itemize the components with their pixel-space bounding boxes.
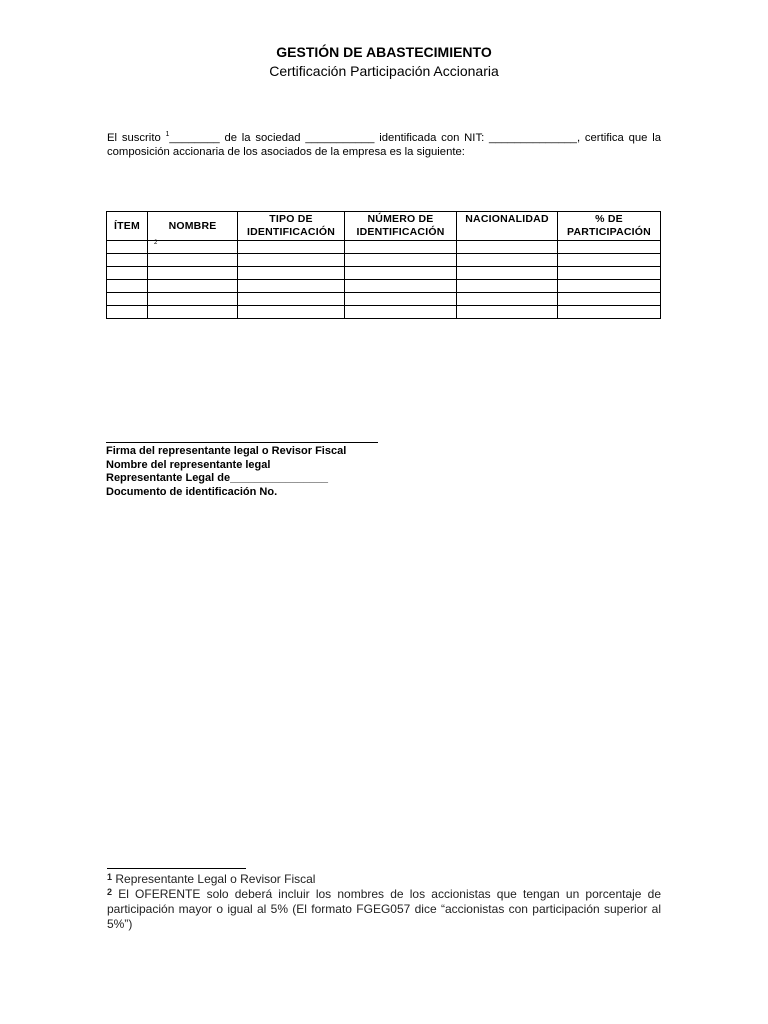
- table-cell[interactable]: [345, 254, 457, 267]
- table-cell[interactable]: [107, 241, 148, 254]
- footnote-ref-2: 2: [154, 240, 158, 246]
- table-cell[interactable]: [457, 241, 558, 254]
- table-row: [107, 267, 661, 280]
- table-cell[interactable]: [107, 293, 148, 306]
- signature-block: [106, 445, 346, 499]
- table-cell[interactable]: [345, 241, 457, 254]
- table-row: [107, 306, 661, 319]
- footnote-2: [107, 887, 661, 932]
- table-row: [107, 254, 661, 267]
- footnote-2-number: 2: [107, 887, 113, 897]
- table-cell[interactable]: [345, 293, 457, 306]
- table-cell[interactable]: [148, 241, 238, 254]
- shareholders-table: [106, 211, 661, 319]
- footnote-2-text: El OFERENTE solo deberá incluir los nombres de los accionistas que tengan un porcentaje de participación mayor o igual al 5% (El formato FGEG057 dice “accionistas con participación superior al 5%”): [107, 887, 661, 931]
- table-cell[interactable]: [148, 267, 238, 280]
- table-cell[interactable]: [345, 306, 457, 319]
- table-cell[interactable]: [148, 293, 238, 306]
- intro-line-2: composición accionaria de los asociados de la empresa es la siguiente:: [107, 146, 465, 158]
- table-cell[interactable]: [238, 280, 345, 293]
- id-document-label: Documento de identificación No.: [106, 485, 278, 498]
- table-cell[interactable]: [238, 306, 345, 319]
- header-nombre: NOMBRE: [148, 212, 238, 241]
- table-cell[interactable]: [558, 267, 661, 280]
- table-cell[interactable]: [238, 293, 345, 306]
- intro-paragraph: [107, 131, 661, 159]
- table-cell[interactable]: [457, 254, 558, 267]
- table-cell[interactable]: [238, 267, 345, 280]
- table-row: [107, 241, 661, 254]
- header-nacionalidad: NACIONALIDAD: [457, 212, 558, 241]
- table-cell[interactable]: [107, 267, 148, 280]
- signature-caption: Firma del representante legal o Revisor Fiscal: [106, 445, 347, 457]
- document-title: GESTIÓN DE ABASTECIMIENTO: [276, 44, 492, 60]
- header-porcentaje-participacion: % DE PARTICIPACIÓN: [558, 212, 661, 241]
- table-cell[interactable]: [558, 241, 661, 254]
- table-cell[interactable]: [558, 254, 661, 267]
- table-cell[interactable]: [107, 306, 148, 319]
- footnote-1-number: 1: [107, 872, 113, 882]
- legal-rep-of-label: Representante Legal de________________: [106, 472, 328, 484]
- table-cell[interactable]: [457, 280, 558, 293]
- table-header-row: [107, 212, 661, 241]
- table-cell[interactable]: [558, 306, 661, 319]
- table-cell[interactable]: [107, 280, 148, 293]
- table-cell[interactable]: [345, 267, 457, 280]
- legal-rep-name-label: Nombre del representante legal: [106, 458, 271, 471]
- table-cell[interactable]: [238, 241, 345, 254]
- intro-text-start: El suscrito: [107, 132, 166, 144]
- intro-text-rest: ________ de la sociedad ___________ identificada con NIT: ______________, certifica que la: [169, 132, 661, 144]
- footnotes: [107, 872, 661, 932]
- table-cell[interactable]: [457, 293, 558, 306]
- table-cell[interactable]: [148, 306, 238, 319]
- header-tipo-identificacion: TIPO DE IDENTIFICACIÓN: [238, 212, 345, 241]
- table-cell[interactable]: [107, 254, 148, 267]
- table-cell[interactable]: [238, 254, 345, 267]
- table-row: [107, 293, 661, 306]
- header-numero-identificacion: NÚMERO DE IDENTIFICACIÓN: [345, 212, 457, 241]
- footnote-separator: [107, 868, 246, 869]
- table-cell[interactable]: [558, 280, 661, 293]
- table-cell[interactable]: [148, 254, 238, 267]
- signature-line: [106, 442, 378, 443]
- intro-line-1: [107, 131, 661, 145]
- footnote-1-text: Representante Legal o Revisor Fiscal: [112, 872, 316, 886]
- table-cell[interactable]: [148, 280, 238, 293]
- footnote-ref-1: 1: [165, 131, 170, 138]
- document-subtitle: Certificación Participación Accionaria: [269, 63, 499, 79]
- table-cell[interactable]: [457, 267, 558, 280]
- table-cell[interactable]: [345, 280, 457, 293]
- table-cell[interactable]: [457, 306, 558, 319]
- table-row: [107, 280, 661, 293]
- table-cell[interactable]: [558, 293, 661, 306]
- header-item: ÍTEM: [107, 212, 148, 241]
- footnote-1: [107, 872, 661, 887]
